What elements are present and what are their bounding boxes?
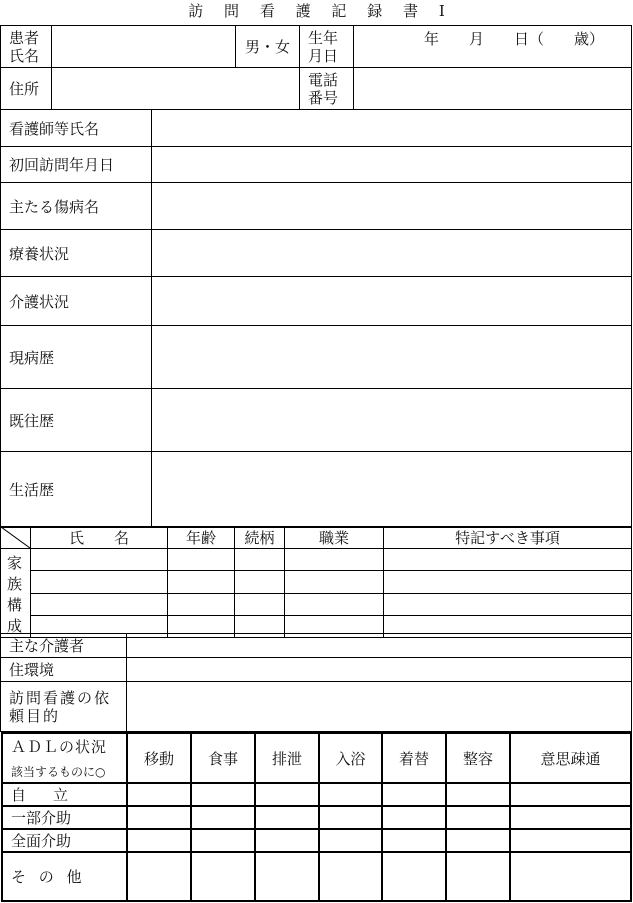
adl-cell[interactable] bbox=[319, 829, 382, 852]
adl-cell[interactable] bbox=[191, 829, 255, 852]
adl-cell[interactable] bbox=[319, 852, 382, 901]
present-illness-label: 現病歴 bbox=[1, 326, 152, 389]
title-char: 問 bbox=[224, 2, 240, 20]
title-char: 記 bbox=[331, 2, 347, 20]
adl-level-full: 全面介助 bbox=[2, 829, 127, 852]
nurse-name-field[interactable] bbox=[152, 110, 632, 147]
life-history-field[interactable] bbox=[152, 452, 632, 528]
adl-col-move: 移動 bbox=[127, 733, 191, 783]
address-label: 住所 bbox=[1, 68, 52, 110]
family-name-cell[interactable] bbox=[31, 570, 168, 593]
diagonal-line-icon bbox=[1, 527, 30, 548]
adl-cell[interactable] bbox=[510, 829, 631, 852]
adl-table bbox=[1, 732, 632, 902]
living-env-field[interactable] bbox=[127, 658, 632, 682]
adl-cell[interactable] bbox=[446, 829, 510, 852]
adl-cell[interactable] bbox=[446, 806, 510, 829]
family-name-cell[interactable] bbox=[31, 594, 168, 616]
patient-info-table bbox=[0, 25, 632, 110]
nursing-care-status-field[interactable] bbox=[152, 277, 632, 326]
family-occupation-cell[interactable] bbox=[285, 570, 384, 593]
family-age-cell[interactable] bbox=[168, 594, 235, 616]
adl-cell[interactable] bbox=[319, 806, 382, 829]
living-env-label: 住環境 bbox=[1, 658, 127, 682]
family-header-notes: 特記すべき事項 bbox=[384, 527, 632, 549]
adl-cell[interactable] bbox=[255, 829, 319, 852]
patient-name-field[interactable] bbox=[52, 26, 236, 68]
visit-purpose-label: 訪問看護の依 頼目的 bbox=[1, 682, 127, 732]
nurse-name-label: 看護師等氏名 bbox=[1, 110, 152, 147]
main-diagnosis-field[interactable] bbox=[152, 183, 632, 230]
title-char: 看 bbox=[259, 2, 275, 20]
family-relation-cell[interactable] bbox=[235, 549, 285, 571]
family-notes-cell[interactable] bbox=[384, 594, 632, 616]
adl-header-sub: 該当するものに○ bbox=[11, 765, 106, 779]
adl-cell[interactable] bbox=[510, 852, 631, 901]
sex-selector[interactable]: 男・女 bbox=[236, 26, 300, 68]
adl-col-groom: 整容 bbox=[446, 733, 510, 783]
patient-name-label: 患者 氏名 bbox=[1, 26, 52, 68]
family-name-cell[interactable] bbox=[31, 549, 168, 571]
title-char: 録 bbox=[367, 2, 383, 20]
care-status-label: 療養状況 bbox=[1, 230, 152, 277]
family-header-occupation: 職業 bbox=[285, 527, 384, 549]
present-illness-field[interactable] bbox=[152, 326, 632, 389]
history-table bbox=[0, 109, 632, 528]
adl-cell[interactable] bbox=[191, 852, 255, 901]
family-corner-cell bbox=[1, 527, 31, 549]
adl-cell[interactable] bbox=[510, 806, 631, 829]
past-history-label: 既往歴 bbox=[1, 389, 152, 452]
dob-label: 生年 月日 bbox=[300, 26, 354, 68]
family-relation-cell[interactable] bbox=[235, 570, 285, 593]
family-occupation-cell[interactable] bbox=[285, 594, 384, 616]
adl-cell[interactable] bbox=[127, 783, 191, 806]
family-relation-cell[interactable] bbox=[235, 594, 285, 616]
adl-cell[interactable] bbox=[510, 783, 631, 806]
care-table bbox=[0, 633, 632, 732]
family-age-cell[interactable] bbox=[168, 549, 235, 571]
main-caregiver-field[interactable] bbox=[127, 634, 632, 658]
adl-col-communicate: 意思疎通 bbox=[510, 733, 631, 783]
family-occupation-cell[interactable] bbox=[285, 549, 384, 571]
visit-purpose-field[interactable] bbox=[127, 682, 632, 732]
adl-col-dress: 着替 bbox=[382, 733, 446, 783]
family-header-age: 年齢 bbox=[168, 527, 235, 549]
care-status-field[interactable] bbox=[152, 230, 632, 277]
adl-cell[interactable] bbox=[127, 852, 191, 901]
adl-cell[interactable] bbox=[446, 852, 510, 901]
adl-cell[interactable] bbox=[255, 806, 319, 829]
title-char: 護 bbox=[295, 2, 311, 20]
adl-level-partial: 一部介助 bbox=[2, 806, 127, 829]
main-diagnosis-label: 主たる傷病名 bbox=[1, 183, 152, 230]
adl-cell[interactable] bbox=[191, 783, 255, 806]
address-field[interactable] bbox=[52, 68, 300, 110]
life-history-label: 生活歴 bbox=[1, 452, 152, 528]
family-table bbox=[0, 526, 632, 638]
adl-cell[interactable] bbox=[319, 783, 382, 806]
family-header-relation: 続柄 bbox=[235, 527, 285, 549]
adl-header-label: ＡＤＬの状況 bbox=[11, 738, 108, 756]
adl-header-cell bbox=[2, 733, 127, 783]
phone-field[interactable] bbox=[354, 68, 632, 110]
phone-label: 電話 番号 bbox=[300, 68, 354, 110]
adl-cell[interactable] bbox=[255, 852, 319, 901]
adl-col-excrete: 排泄 bbox=[255, 733, 319, 783]
family-header-name: 氏 名 bbox=[31, 527, 168, 549]
main-caregiver-label: 主な介護者 bbox=[1, 634, 127, 658]
adl-col-eat: 食事 bbox=[191, 733, 255, 783]
family-side-label: 家 族 構 成 bbox=[1, 549, 31, 638]
document-title bbox=[0, 0, 633, 24]
adl-cell[interactable] bbox=[382, 806, 446, 829]
adl-level-independent: 自 立 bbox=[2, 783, 127, 806]
title-char: 訪 bbox=[188, 2, 204, 20]
family-notes-cell[interactable] bbox=[384, 549, 632, 571]
adl-cell[interactable] bbox=[191, 806, 255, 829]
title-char: 書 bbox=[403, 2, 419, 20]
past-history-field[interactable] bbox=[152, 389, 632, 452]
adl-cell[interactable] bbox=[127, 829, 191, 852]
nursing-care-status-label: 介護状況 bbox=[1, 277, 152, 326]
adl-col-bath: 入浴 bbox=[319, 733, 382, 783]
adl-cell[interactable] bbox=[382, 829, 446, 852]
first-visit-date-label: 初回訪問年月日 bbox=[1, 147, 152, 183]
adl-cell[interactable] bbox=[446, 783, 510, 806]
family-age-cell[interactable] bbox=[168, 570, 235, 593]
family-notes-cell[interactable] bbox=[384, 570, 632, 593]
adl-level-other: そ の 他 bbox=[2, 852, 127, 901]
adl-cell[interactable] bbox=[255, 783, 319, 806]
adl-cell[interactable] bbox=[127, 806, 191, 829]
adl-cell[interactable] bbox=[382, 783, 446, 806]
dob-field[interactable]: 年 月 日（ 歳） bbox=[354, 26, 632, 68]
adl-cell[interactable] bbox=[382, 852, 446, 901]
title-char: Ⅰ bbox=[438, 2, 445, 20]
first-visit-date-field[interactable] bbox=[152, 147, 632, 183]
